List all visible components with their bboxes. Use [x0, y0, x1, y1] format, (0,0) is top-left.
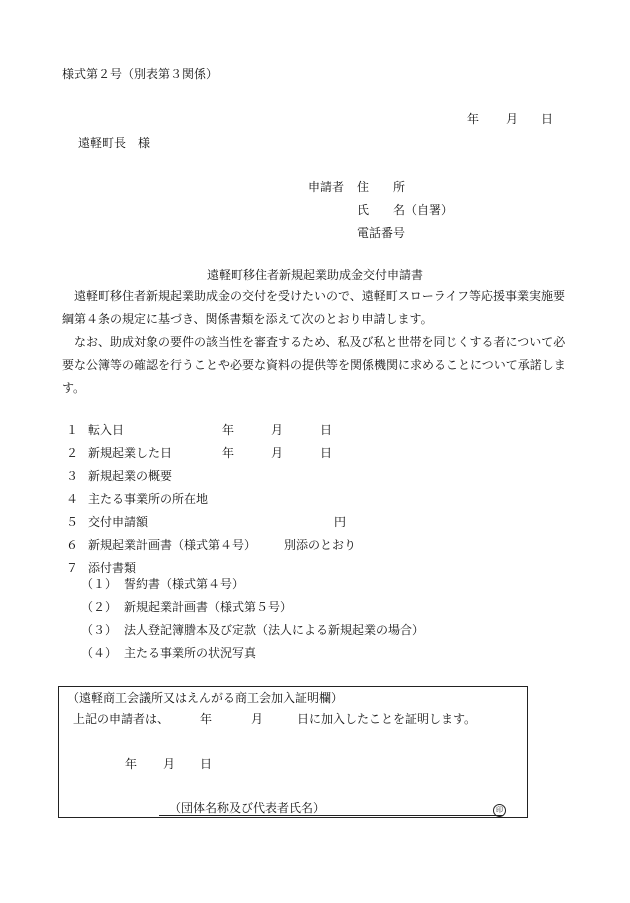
item-num-2: ２: [66, 446, 79, 460]
document-title: 遠軽町移住者新規起業助成金交付申請書: [206, 268, 423, 282]
item-note-6: 別添のとおり: [284, 538, 357, 552]
phone-label: 電話番号: [357, 226, 406, 240]
certificate-join-year: 年: [200, 712, 213, 726]
item-month-1: 月: [271, 423, 284, 437]
item-label-3: 新規起業の概要: [88, 469, 173, 483]
paragraph-2: なお、助成対象の要件の該当性を審査するため、私及び私と世帯を同じくする者について必要な公簿等の確認を行うことや必要な資料の提供等を関係機関に求めることについて承諾します。: [62, 335, 566, 395]
item-day-2: 日: [320, 446, 333, 460]
address-label: 住 所: [357, 180, 406, 194]
attachment-label-4: 主たる事業所の状況写真: [124, 646, 257, 660]
date-month: 月: [506, 112, 519, 126]
certificate-date-day: 日: [200, 757, 213, 771]
item-num-1: １: [66, 423, 79, 437]
seal-icon: 印: [493, 804, 506, 817]
certificate-box: [58, 686, 528, 818]
item-year-2: 年: [222, 446, 235, 460]
date-day: 日: [541, 112, 554, 126]
attachment-label-2: 新規起業計画書（様式第５号）: [124, 600, 293, 614]
item-month-2: 月: [271, 446, 284, 460]
item-unit-5: 円: [334, 515, 347, 529]
addressee: 遠軽町長 様: [78, 136, 151, 150]
name-label: 氏 名（自署）: [357, 203, 454, 217]
item-label-7: 添付書類: [88, 561, 137, 575]
certificate-heading: （遠軽商工会議所又はえんがる商工会加入証明欄）: [67, 691, 344, 705]
date-year: 年: [467, 112, 480, 126]
certificate-join-month: 月: [251, 712, 264, 726]
certificate-text-prefix: 上記の申請者は、: [73, 712, 170, 726]
item-label-5: 交付申請額: [88, 515, 149, 529]
item-day-1: 日: [320, 423, 333, 437]
signature-line: [159, 801, 503, 816]
applicant-label: 申請者: [308, 180, 345, 194]
attachment-label-3: 法人登記簿謄本及び定款（法人による新規起業の場合）: [124, 623, 425, 637]
form-number: 様式第２号（別表第３関係）: [62, 67, 219, 81]
certificate-date-month: 月: [163, 757, 176, 771]
item-label-2: 新規起業した日: [88, 446, 173, 460]
attachment-num-3: （３）: [81, 623, 118, 637]
attachment-label-1: 誓約書（様式第４号）: [124, 577, 245, 591]
certificate-text-suffix: 日に加入したことを証明します。: [297, 712, 477, 726]
item-label-4: 主たる事業所の所在地: [88, 492, 209, 506]
body-text: [62, 285, 570, 400]
item-label-1: 転入日: [88, 423, 125, 437]
seal-mark: [493, 801, 506, 817]
item-num-5: ５: [66, 515, 79, 529]
attachment-num-1: （１）: [81, 577, 118, 591]
paragraph-1: 遠軽町移住者新規起業助成金の交付を受けたいので、遠軽町スローライフ等応援事業実施要綱第４条の規定に基づき、関係書類を添えて次のとおり申請します。: [62, 289, 566, 326]
organization-label: （団体名称及び代表者氏名）: [169, 801, 326, 815]
item-num-3: ３: [66, 469, 79, 483]
item-num-6: ６: [66, 538, 79, 552]
item-num-7: ７: [66, 561, 79, 575]
attachment-num-4: （４）: [81, 646, 118, 660]
item-num-4: ４: [66, 492, 79, 506]
item-label-6: 新規起業計画書（様式第４号）: [88, 538, 257, 552]
item-year-1: 年: [222, 423, 235, 437]
attachment-num-2: （２）: [81, 600, 118, 614]
certificate-date-year: 年: [125, 757, 138, 771]
